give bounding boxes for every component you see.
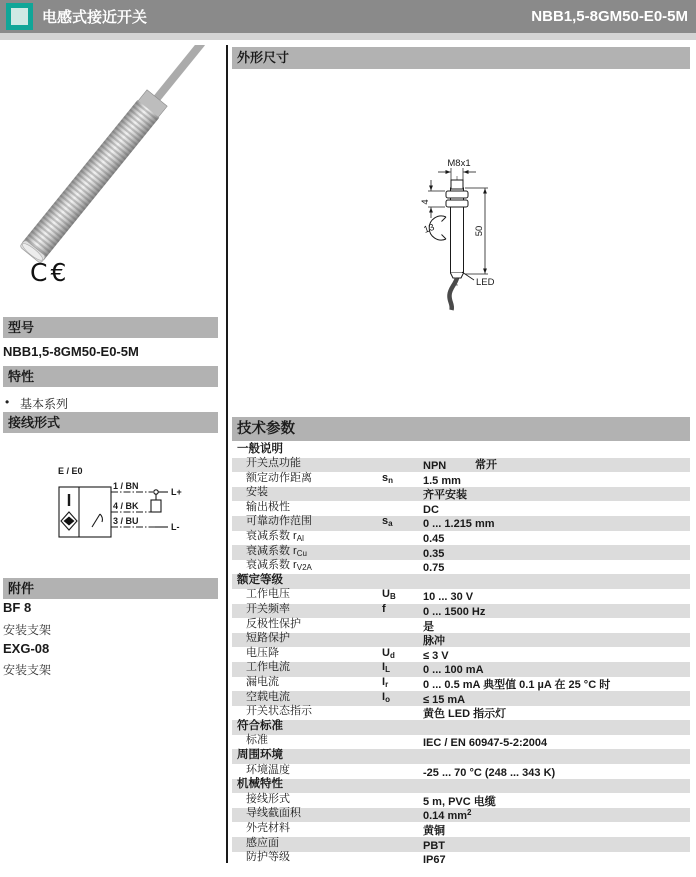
page-header [0,0,696,33]
accessory-name: BF 8 [3,600,32,615]
param-label-text: 额定等级 [237,573,283,586]
param-value-text: ≤ 3 V [423,649,449,662]
param-value-text: 5 m, PVC 电缆 [423,795,496,808]
param-symbol-text: I [382,676,386,688]
param-symbol-subscript: L [385,665,390,675]
param-label-text: 感应面 [246,836,279,849]
param-value [423,763,555,781]
param-label-text: 漏电流 [246,676,279,688]
part-number: NBB1,5-8GM50-E0-5M [531,8,688,25]
param-value-text: 黄色 LED 指示灯 [423,708,507,721]
param-label-text: 电压降 [246,646,279,659]
wire3-label: 3 / BU [113,516,139,526]
param-symbol-subscript: a [388,519,393,529]
param-symbol-text: s [382,471,389,484]
param-value-text: 0 ... 100 mA [423,664,484,677]
dimension-drawing [398,138,563,323]
param-label-text: 环境温度 [246,763,290,776]
sensor-cable [151,45,204,104]
param-symbol [382,514,423,532]
param-label-text: 工作电流 [246,661,290,674]
param-label-subscript: Cu [296,548,307,558]
wire2-label: 4 / BK [113,501,139,511]
accessory-name: EXG-08 [3,641,50,656]
thread-dim-label: M8x1 [447,158,471,169]
param-symbol-text: I [382,690,386,703]
param-label-subscript: Al [296,534,304,544]
wiring-type-label: E / E0 [58,466,83,476]
param-symbol-subscript: B [389,592,396,602]
param-value-text: PBT [423,839,445,852]
param-symbol-text: f [382,603,386,616]
param-label-text: 导线截面积 [246,807,301,820]
lplus-label: L+ [171,487,182,497]
feature-label: 基本系列 [20,397,69,411]
param-symbol [382,602,423,620]
param-label-text: 短路保护 [246,632,290,645]
param-label-text: 衰减系数 r [246,559,297,572]
param-label-text: 开关点功能 [246,457,301,470]
param-value-text: 脉冲 [423,635,445,648]
param-symbol-subscript: o [385,694,390,704]
param-label-text: 机械特性 [237,778,283,791]
param-value-text: 0 ... 1500 Hz [423,606,486,619]
model-number: NBB1,5-8GM50-E0-5M [3,344,139,359]
param-value-text: 0.14 mm [423,810,468,823]
load-resistor-symbol [151,500,161,512]
param-value [423,733,547,751]
param-value-text: 黄铜 [423,824,445,837]
param-label-text: 周围环境 [237,748,283,761]
param-label-text: 额定动作距离 [246,471,312,484]
param-label-text: 衰减系数 r [246,544,297,557]
table-row [232,852,690,867]
param-label-text: 可靠动作范围 [246,515,312,528]
tech-table-body [232,443,690,866]
param-label-text: 衰减系数 r [246,530,297,543]
param-value-text: 0.75 [423,562,445,575]
param-symbol-text: U [382,646,390,659]
wire1-label: 1 / BN [113,481,139,491]
param-label-text: 接线形式 [246,792,290,805]
length-dim-label: 50 [474,225,485,237]
param-symbol-text: U [382,588,390,601]
param-label-text: 符合标准 [237,719,283,732]
param-label-subscript: V2A [296,563,312,573]
param-label-text: 标准 [246,734,268,747]
switch-contact-symbol [92,514,100,527]
param-value-superscript: 2 [467,808,472,818]
param-value [423,850,475,868]
param-value-text: -25 ... 70 °C (248 ... 343 K) [423,766,556,779]
param-value [423,558,475,576]
param-value-text: 0.45 [423,533,445,546]
param-value-text: IP67 [423,854,446,867]
param-value-text: 0 ... 0.5 mA 典型值 0.1 µA 在 25 °C 时 [423,679,611,691]
param-value [423,704,506,722]
lminus-label: L- [171,522,180,532]
param-value-text: 10 ... 30 V [423,591,474,604]
param-label-text: 防护等级 [246,851,290,864]
header-substrip [0,33,696,40]
section-header-connection: 接线形式 [3,412,218,433]
section-header-dimensions: 外形尺寸 [232,47,690,69]
param-value-text: NPN [423,460,447,473]
param-value-text: 0.35 [423,547,445,560]
param-value-secondary: 常开 [475,458,497,471]
param-label [232,850,382,868]
nut-dim-label: 4 [420,199,431,205]
param-label-text: 安装 [246,486,268,499]
param-symbol-subscript: d [389,650,395,660]
column-divider [226,45,228,863]
cable-drawing [449,278,457,310]
param-symbol [382,690,423,708]
section-header-model: 型号 [3,317,218,338]
wiring-diagram [55,464,225,559]
param-symbol [382,471,423,489]
ce-mark: C€ [30,258,70,287]
param-value-text: 是 [423,620,434,633]
param-value-text: DC [423,503,439,516]
param-value-text: IEC / EN 60947-5-2:2004 [423,737,548,750]
bullet-icon: • [5,395,10,409]
accessory-desc: 安装支架 [3,623,52,637]
led-label: LED [476,277,495,288]
param-label-text: 工作电压 [246,588,290,601]
param-symbol-subscript: r [385,680,389,689]
param-label-text: 空载电流 [246,690,290,703]
page-title: 电感式接近开关 [42,9,148,26]
brand-square-icon [6,3,33,30]
section-header-tech-data: 技术参数 [232,417,690,441]
param-label-text: 开关状态指示 [246,705,312,718]
wrench-size-label: 13 [422,221,436,236]
param-symbol-text: s [382,515,389,528]
param-label-text: 开关频率 [246,603,290,616]
section-header-features: 特性 [3,366,218,387]
param-label-text: 外壳材料 [246,821,290,834]
param-value-text: ≤ 15 mA [423,693,466,706]
param-symbol-subscript: n [388,475,394,485]
feature-item [5,395,68,412]
param-value-text: 齐平安装 [423,489,467,502]
section-header-accessories: 附件 [3,578,218,599]
param-value-text: 0 ... 1.215 mm [423,518,495,531]
param-value-text: 1.5 mm [423,474,461,487]
param-symbol-text: I [382,661,386,674]
param-label-text: 反极性保护 [246,617,301,630]
accessory-desc: 安装支架 [3,663,52,677]
param-label-text: 一般说明 [237,442,283,455]
param-label-text: 输出极性 [246,500,290,513]
